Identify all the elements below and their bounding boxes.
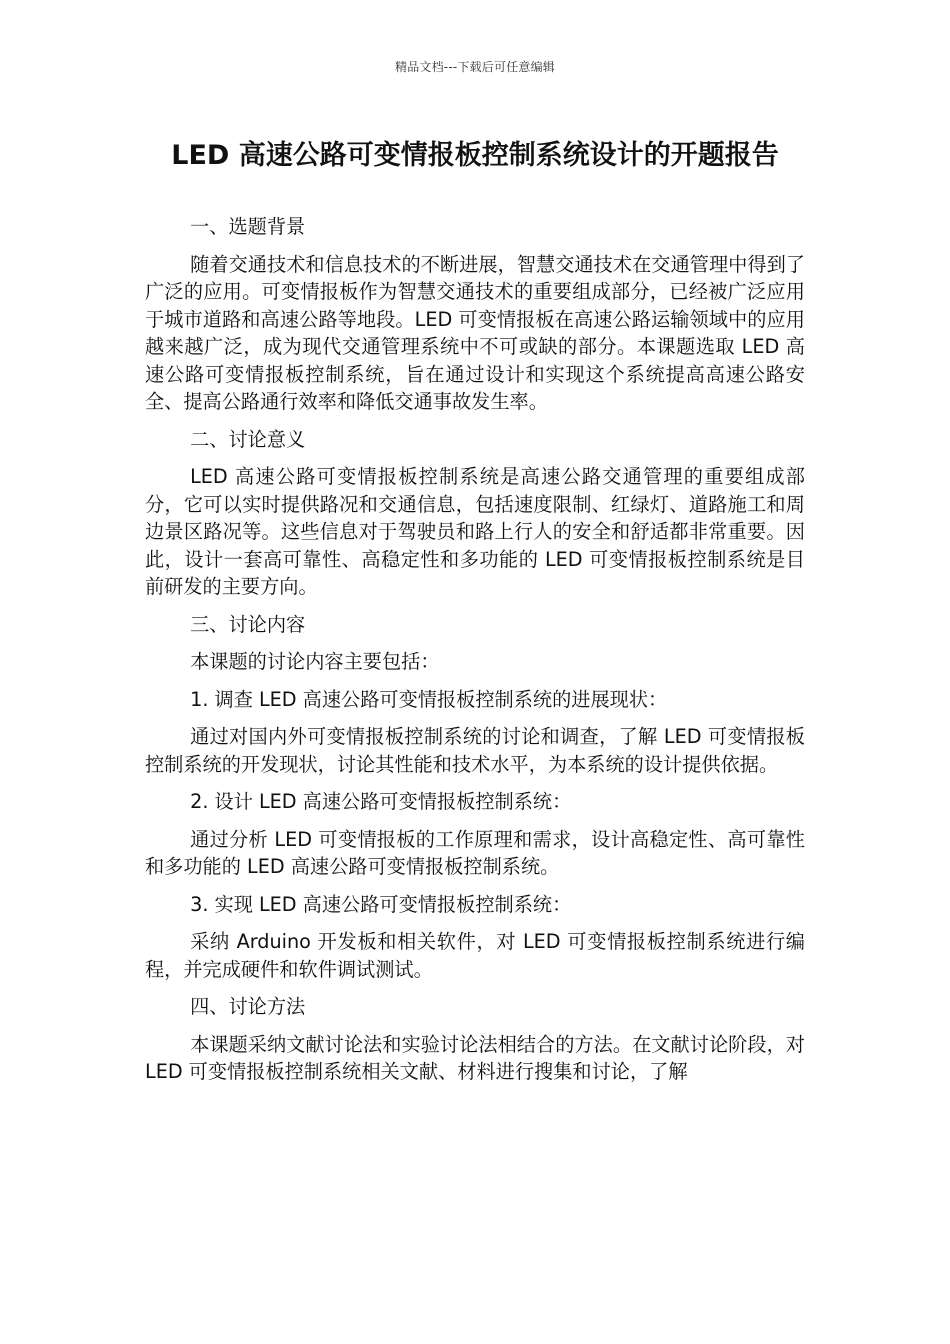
section-heading-method: 四、讨论方法 xyxy=(190,995,306,1018)
content-intro: 本课题的讨论内容主要包括： xyxy=(190,650,440,673)
header-note: 精品文档---下载后可任意编辑 xyxy=(395,60,555,74)
section-heading-significance: 二、讨论意义 xyxy=(190,427,306,451)
paragraph-method: 本课题采纳文献讨论法和实验讨论法相结合的方法。在文献讨论阶段，对 LED 可变情报板控制系统相关文献、材料进行搜集和讨论，了解 xyxy=(145,1032,805,1083)
content-item-1-paragraph: 通过对国内外可变情报板控制系统的讨论和调查，了解 LED 可变情报板控制系统的开发现状，讨论其性能和技术水平，为本系统的设计提供依据。 xyxy=(145,725,805,776)
section-heading-background: 一、选题背景 xyxy=(190,215,306,238)
content-item-2-heading: 2. 设计 LED 高速公路可变情报板控制系统： xyxy=(190,790,572,813)
content-item-1-heading: 1. 调查 LED 高速公路可变情报板控制系统的进展现状： xyxy=(190,687,668,711)
content-item-2-paragraph: 通过分析 LED 可变情报板的工作原理和需求，设计高稳定性、高可靠性和多功能的 LED 高速公路可变情报板控制系统。 xyxy=(145,827,805,878)
content-item-3-paragraph: 采纳 Arduino 开发板和相关软件，对 LED 可变情报板控制系统进行编程，并完成硬件和软件调试测试。 xyxy=(145,930,805,981)
section-heading-content: 三、讨论内容 xyxy=(190,612,306,636)
document-body xyxy=(145,213,805,1096)
paragraph-background: 随着交通技术和信息技术的不断进展，智慧交通技术在交通管理中得到了广泛的应用。可变情报板作为智慧交通技术的重要组成部分，已经被广泛应用于城市道路和高速公路等地段。LED 可变情报板在高速公路运输领域中的应用越来越广泛，成为现代交通管理系统中不可或缺的部分。本课题选取 LED 高速公路可变情报板控制系统，旨在通过设计和实现这个系统提高高速公路安全、提高公路通行效率和降低交通事故发生率。 xyxy=(145,252,805,413)
content-item-3-heading: 3. 实现 LED 高速公路可变情报板控制系统： xyxy=(190,892,572,916)
document-title: LED 高速公路可变情报板控制系统设计的开题报告 xyxy=(171,140,779,171)
paragraph-significance: LED 高速公路可变情报板控制系统是高速公路交通管理的重要组成部分，它可以实时提供路况和交通信息，包括速度限制、红绿灯、道路施工和周边景区路况等。这些信息对于驾驶员和路上行人的安全和舒适都非常重要。因此，设计一套高可靠性、高稳定性和多功能的 LED 可变情报板控制系统是目前研发的主要方向。 xyxy=(145,465,805,598)
